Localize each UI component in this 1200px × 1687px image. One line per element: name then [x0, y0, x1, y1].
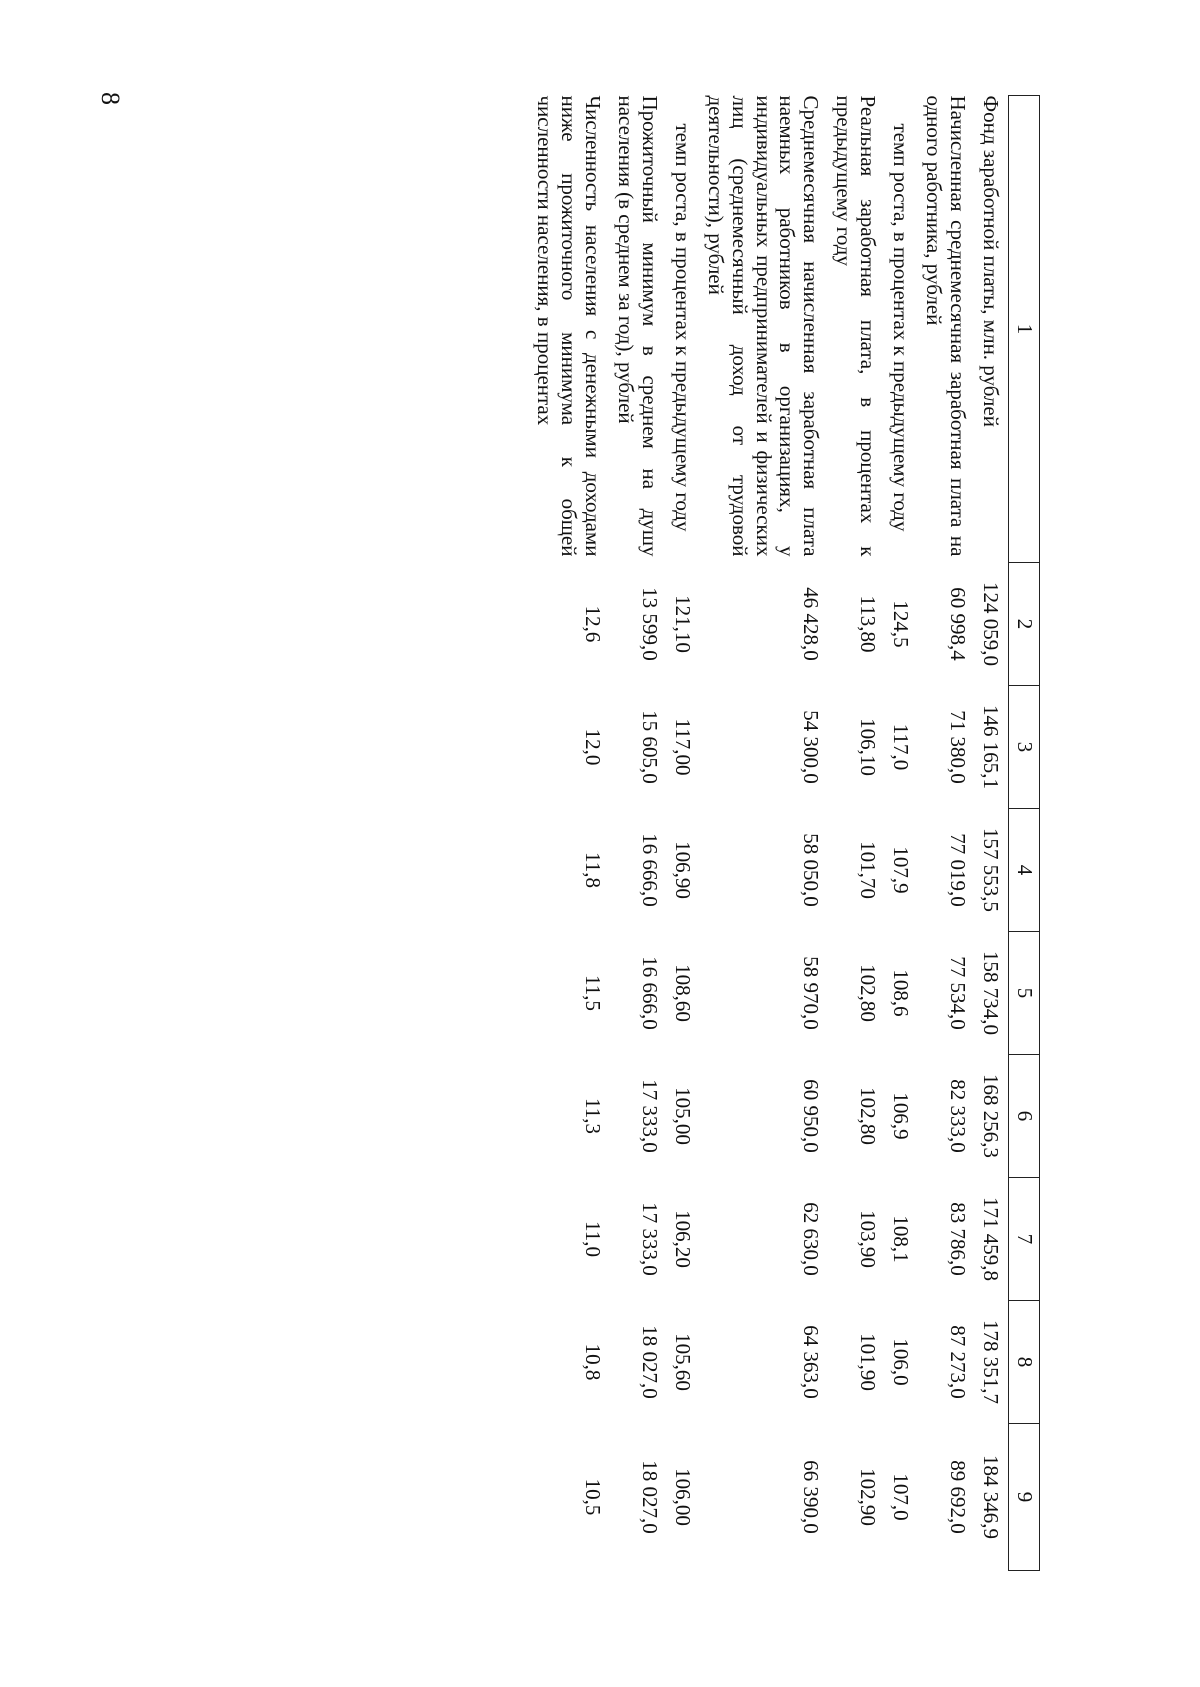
- column-header: 4: [1009, 809, 1040, 932]
- table-cell: 106,00: [670, 1468, 695, 1526]
- table-cell: 113,80: [856, 595, 881, 653]
- table-cell: 11,3: [580, 1098, 605, 1134]
- table-cell: 108,1: [889, 1215, 914, 1263]
- row-label: темп роста, в процентах к предыдущему году: [670, 123, 695, 532]
- table-cell: 17 333,0: [637, 1079, 662, 1153]
- table-cell: 18 027,0: [637, 1460, 662, 1534]
- rotated-page-content: [200, 95, 1040, 1570]
- table-cell: 106,90: [670, 841, 695, 899]
- table-row: [828, 96, 885, 1571]
- table-cell: 16 666,0: [637, 833, 662, 907]
- row-label: темп роста, в процентах к предыдущему году: [889, 123, 914, 532]
- table-cell: 101,90: [856, 1333, 881, 1391]
- table-cell: 106,10: [856, 718, 881, 776]
- table-cell: 58 050,0: [799, 833, 824, 907]
- row-label: Начисленная среднемесячная заработная плата на одного работника, рублей: [922, 95, 971, 557]
- table-cell: 62 630,0: [799, 1202, 824, 1276]
- column-header: 3: [1009, 686, 1040, 809]
- table-cell: 146 165,1: [979, 705, 1004, 789]
- table-cell: 184 346,9: [979, 1455, 1004, 1539]
- table-cell: 107,9: [889, 846, 914, 894]
- table-cell: 13 599,0: [637, 587, 662, 661]
- table-cell: 106,9: [889, 1092, 914, 1140]
- table-cell: 71 380,0: [946, 710, 971, 784]
- table-cell: 117,00: [670, 718, 695, 776]
- row-label: Фонд заработной платы, млн. рублей: [979, 95, 1004, 427]
- table-cell: 10,8: [580, 1343, 605, 1381]
- column-header: 7: [1009, 1178, 1040, 1301]
- table-cell: 60 998,4: [946, 587, 971, 661]
- table-row: [667, 96, 700, 1571]
- table-cell: 102,80: [856, 1087, 881, 1145]
- table-cell: 89 692,0: [946, 1460, 971, 1534]
- table-cell: 168 256,3: [979, 1074, 1004, 1158]
- table-cell: 16 666,0: [637, 956, 662, 1030]
- table-cell: 87 273,0: [946, 1325, 971, 1399]
- table-row: [918, 96, 975, 1571]
- table-row: [526, 96, 610, 1571]
- row-label: Прожиточный минимум в среднем на душу населения (в среднем за год), рублей: [613, 95, 662, 557]
- table-row: [975, 96, 1008, 1571]
- row-label: Среднемесячная начисленная заработная плата наемных работников в организациях, у индивидуальных предпринимателей и физических лиц (среднемесячный доход от трудовой деятельности), рублей: [703, 95, 824, 557]
- column-header: 2: [1009, 563, 1040, 686]
- table-cell: 64 363,0: [799, 1325, 824, 1399]
- table-cell: 178 351,7: [979, 1320, 1004, 1404]
- table-cell: 124,5: [889, 600, 914, 648]
- table-cell: 18 027,0: [637, 1325, 662, 1399]
- column-header: 1: [1009, 96, 1040, 563]
- table-cell: 124 059,0: [979, 582, 1004, 666]
- table-cell: 102,90: [856, 1468, 881, 1526]
- table-cell: 106,20: [670, 1210, 695, 1268]
- data-table: [526, 95, 1040, 1571]
- table-cell: 83 786,0: [946, 1202, 971, 1276]
- table-cell: 103,90: [856, 1210, 881, 1268]
- table-cell: 157 553,5: [979, 828, 1004, 912]
- table-cell: 108,6: [889, 969, 914, 1017]
- table-cell: 15 605,0: [637, 710, 662, 784]
- table-row: [700, 96, 829, 1571]
- table-cell: 10,5: [580, 1478, 605, 1516]
- table-cell: 17 333,0: [637, 1202, 662, 1276]
- table-cell: 11,0: [580, 1221, 605, 1257]
- table-header-row: [1009, 96, 1040, 1571]
- table-cell: 46 428,0: [799, 587, 824, 661]
- table-cell: 105,60: [670, 1333, 695, 1391]
- table-cell: 158 734,0: [979, 951, 1004, 1035]
- table-row: [885, 96, 918, 1571]
- table-cell: 66 390,0: [799, 1460, 824, 1534]
- table-cell: 82 333,0: [946, 1079, 971, 1153]
- table-cell: 60 950,0: [799, 1079, 824, 1153]
- table-cell: 77 019,0: [946, 833, 971, 907]
- column-header: 8: [1009, 1301, 1040, 1424]
- table-cell: 11,5: [580, 975, 605, 1011]
- column-header: 6: [1009, 1055, 1040, 1178]
- table-cell: 107,0: [889, 1473, 914, 1521]
- table-cell: 108,60: [670, 964, 695, 1022]
- column-header: 9: [1009, 1424, 1040, 1571]
- table-cell: 58 970,0: [799, 956, 824, 1030]
- table-cell: 12,6: [580, 605, 605, 643]
- table-cell: 101,70: [856, 841, 881, 899]
- row-label: Реальная заработная плата, в процентах к предыдущему году: [832, 95, 881, 557]
- table-cell: 117,0: [889, 723, 914, 771]
- table-cell: 54 300,0: [799, 710, 824, 784]
- table-cell: 171 459,8: [979, 1197, 1004, 1281]
- column-header: 5: [1009, 932, 1040, 1055]
- table-cell: 11,8: [580, 852, 605, 888]
- table-cell: 77 534,0: [946, 956, 971, 1030]
- page-number: 8: [96, 92, 125, 105]
- table-cell: 105,00: [670, 1087, 695, 1145]
- table-cell: 121,10: [670, 595, 695, 653]
- row-label: Численность населения с денежными доходами ниже прожиточного минимума к общей численности населения, в процентах: [533, 95, 605, 557]
- table-cell: 12,0: [580, 728, 605, 766]
- table-row: [610, 96, 667, 1571]
- table-cell: 106,0: [889, 1338, 914, 1386]
- table-cell: 102,80: [856, 964, 881, 1022]
